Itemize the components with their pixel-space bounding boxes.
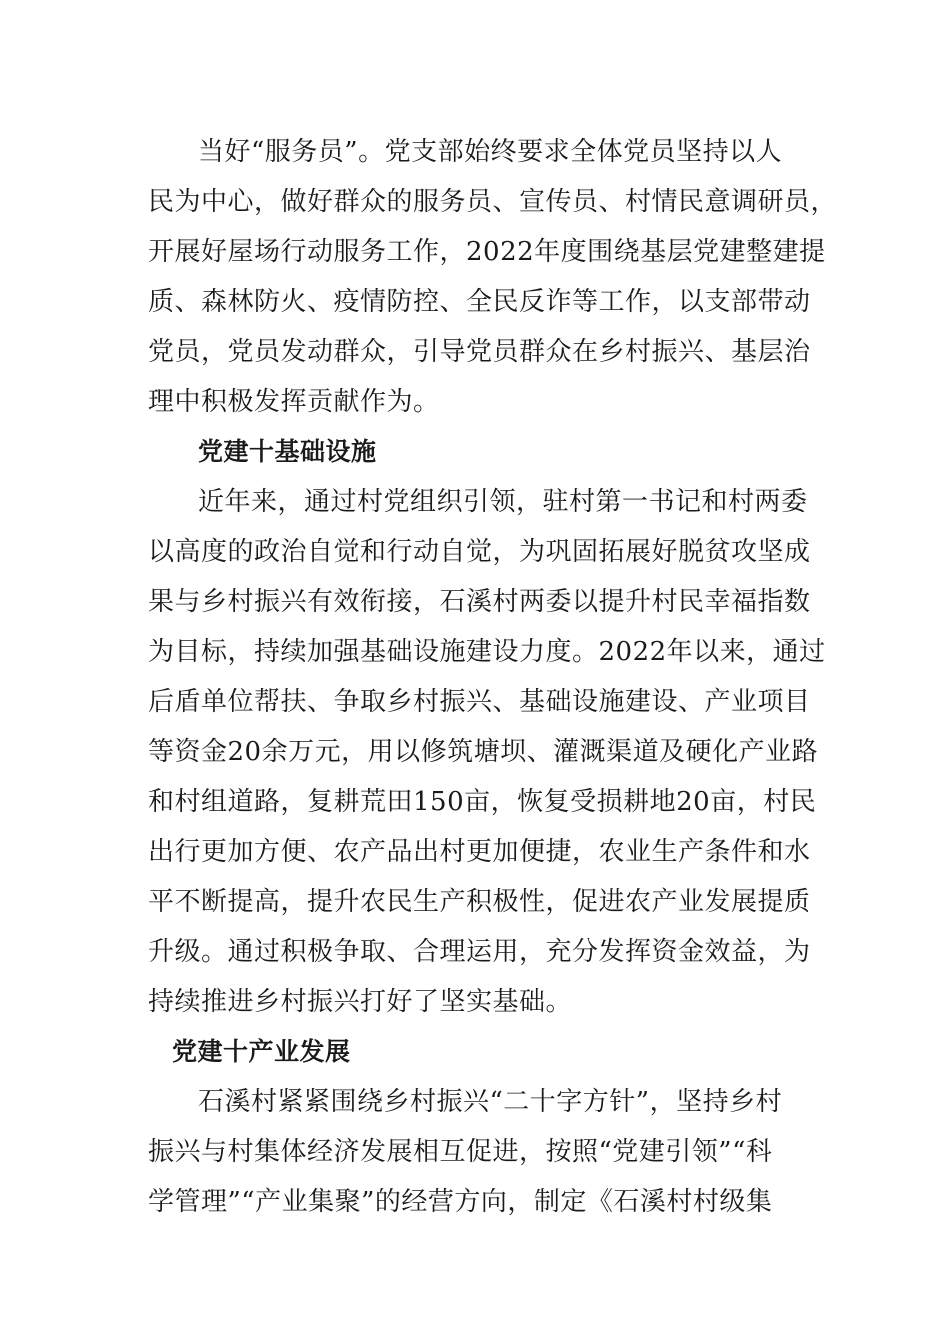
paragraph-line: 近年来，通过村党组织引领，驻村第一书记和村两委	[198, 487, 808, 517]
paragraph-line: 以高度的政治自觉和行动自觉，为巩固拓展好脱贫攻坚成	[148, 537, 811, 567]
paragraph-line: 出行更加方便、农产品出村更加便捷，农业生产条件和水	[148, 837, 811, 867]
paragraph-line: 石溪村紧紧围绕乡村振兴“二十字方针”，坚持乡村	[198, 1087, 783, 1117]
paragraph-line: 当好“服务员”。党支部始终要求全体党员坚持以人	[198, 137, 783, 167]
paragraph-line: 理中积极发挥贡献作为。	[148, 387, 440, 417]
paragraph-line: 升级。通过积极争取、合理运用，充分发挥资金效益，为	[148, 937, 811, 967]
paragraph-line: 党员，党员发动群众，引导党员群众在乡村振兴、基层治	[148, 337, 811, 367]
paragraph-line: 振兴与村集体经济发展相互促进，按照“党建引领”“科	[148, 1137, 773, 1167]
paragraph-line: 果与乡村振兴有效衔接，石溪村两委以提升村民幸福指数	[148, 587, 811, 617]
paragraph-line: 平不断提高，提升农民生产积极性，促进农产业发展提质	[148, 887, 811, 917]
paragraph-line: 后盾单位帮扶、争取乡村振兴、基础设施建设、产业项目	[148, 687, 811, 717]
paragraph-line: 和村组道路，复耕荒田150亩，恢复受损耕地20亩，村民	[148, 787, 817, 817]
paragraph-line: 为目标，持续加强基础设施建设力度。2022年以来，通过	[148, 637, 826, 667]
paragraph-line: 学管理”“产业集聚”的经营方向，制定《石溪村村级集	[148, 1187, 773, 1217]
section-heading: 党建十基础设施	[198, 437, 377, 466]
paragraph-line: 持续推进乡村振兴打好了坚实基础。	[148, 987, 573, 1017]
paragraph-line: 民为中心，做好群众的服务员、宣传员、村情民意调研员，	[148, 187, 838, 217]
section-heading: 党建十产业发展	[172, 1037, 351, 1066]
paragraph-line: 开展好屋场行动服务工作，2022年度围绕基层党建整建提	[148, 237, 826, 267]
paragraph-line: 质、森林防火、疫情防控、全民反诈等工作，以支部带动	[148, 287, 811, 317]
paragraph-line: 等资金20余万元，用以修筑塘坝、灌溉渠道及硬化产业路	[148, 737, 819, 767]
